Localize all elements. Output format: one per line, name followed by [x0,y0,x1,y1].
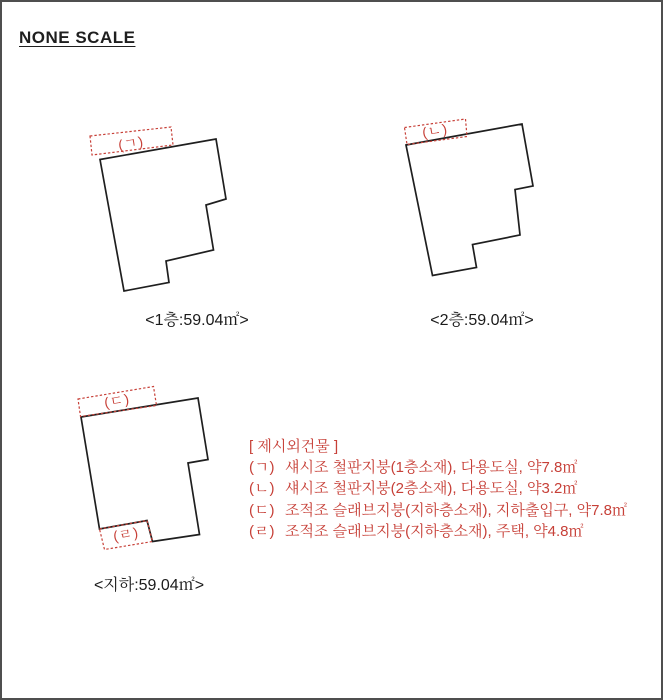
legend-item-text: 섀시조 철판지붕(1층소재), 다용도실, 약7.8㎡ [284,459,578,477]
legend-item-text: 조적조 슬래브지붕(지하층소재), 지하출입구, 약7.8㎡ [284,501,627,519]
legend-item-key: (ㄴ) [249,480,275,498]
caption-second-floor: <2층:59.04㎡> [430,312,534,329]
annex-legend [249,436,627,542]
floor-plan-canvas [2,2,663,700]
legend-item [249,457,627,478]
annex-label-r: (ㄹ) [111,523,141,545]
scale-label: NONE SCALE [19,28,136,47]
legend-item [249,500,627,521]
annex-label-n: (ㄴ) [420,120,450,141]
legend-item [249,478,627,499]
annex-label-d: (ㄷ) [102,390,132,411]
floor-plan-outline-basement [81,398,208,545]
annex-legend-title: [ 제시외건물 ] [249,438,339,455]
legend-item-key: (ㄹ) [249,522,275,540]
legend-item-key: (ㄱ) [249,459,275,477]
floor-plan-outline-first-floor [100,139,226,291]
floor-plan-outline-second-floor [406,124,533,276]
caption-basement: <지하:59.04㎡> [93,577,205,594]
legend-item [249,521,627,542]
legend-item-text: 섀시조 철판지붕(2층소재), 다용도실, 약3.2㎡ [284,480,578,498]
caption-first-floor: <1층:59.04㎡> [145,312,249,329]
annex-label-g: (ㄱ) [116,132,146,154]
legend-item-key: (ㄷ) [249,501,275,519]
legend-item-text: 조적조 슬래브지붕(지하층소재), 주택, 약4.8㎡ [284,522,584,540]
